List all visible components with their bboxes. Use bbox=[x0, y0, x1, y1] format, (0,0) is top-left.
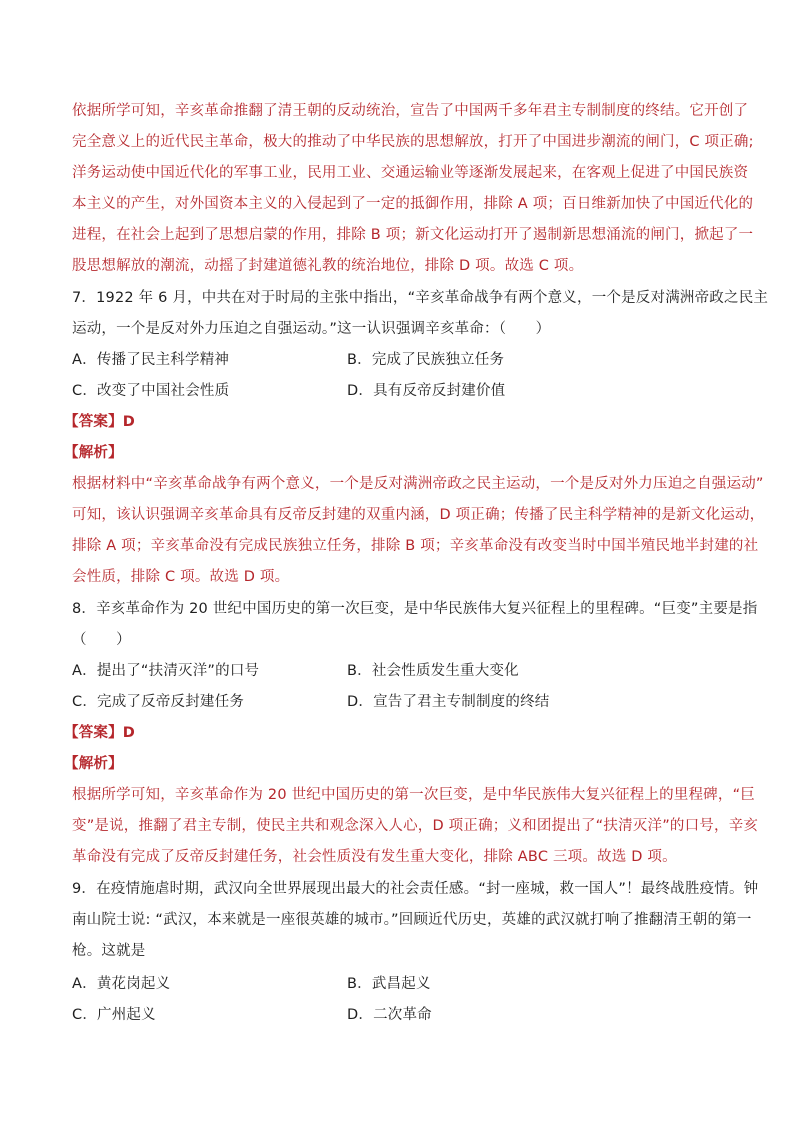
q8-option-c: C．完成了反帝反封建任务 bbox=[72, 694, 245, 710]
q7-option-c: C．改变了中国社会性质 bbox=[72, 383, 230, 399]
q8-analysis-line: 革命没有完成了反帝反封建任务，社会性质没有发生重大变化，排除 ABC 三项。故选 D 项。 bbox=[72, 849, 677, 865]
q9-stem-line: 枪。这就是 bbox=[72, 943, 146, 959]
q7-analysis-line: 排除 A 项；辛亥革命没有完成民族独立任务，排除 B 项；辛亥革命没有改变当时中国半殖民地半封建的社 bbox=[72, 538, 759, 554]
q8-answer: 【答案】D bbox=[64, 725, 136, 741]
q7-option-a: A．传播了民主科学精神 bbox=[72, 352, 230, 368]
q6-explanation-line: 完全意义上的近代民主革命，极大的推动了中华民族的思想解放，打开了中国进步潮流的闸门，C 项正确; bbox=[72, 134, 754, 150]
q7-analysis-line: 根据材料中“辛亥革命战争有两个意义，一个是反对满洲帝政之民主运动，一个是反对外力压迫之自强运动” bbox=[72, 476, 764, 492]
q7-analysis-line: 会性质，排除 C 项。故选 D 项。 bbox=[72, 569, 290, 585]
q9-stem-line: 9．在疫情施虐时期，武汉向全世界展现出最大的社会责任感。“封一座城，救一国人”！最终战胜疫情。钟 bbox=[72, 881, 759, 897]
q6-explanation-line: 进程，在社会上起到了思想启蒙的作用，排除 B 项；新文化运动打开了遏制新思想涌流的闸门，掀起了一 bbox=[72, 227, 754, 243]
q7-stem-line: 7．1922 年 6 月，中共在对于时局的主张中指出，“辛亥革命战争有两个意义，一个是反对满洲帝政之民主 bbox=[72, 290, 769, 306]
q6-explanation-line: 洋务运动使中国近代化的军事工业，民用工业、交通运输业等逐渐发展起来，在客观上促进了中国民族资 bbox=[72, 165, 749, 181]
q7-answer: 【答案】D bbox=[64, 414, 136, 430]
q9-option-c: C．广州起义 bbox=[72, 1007, 156, 1023]
q8-stem-line: 8．辛亥革命作为 20 世纪中国历史的第一次巨变，是中华民族伟大复兴征程上的里程碑。“巨变”主要是指 bbox=[72, 601, 758, 617]
q8-option-d: D．宣告了君主专制制度的终结 bbox=[347, 694, 550, 710]
q8-option-b: B．社会性质发生重大变化 bbox=[347, 663, 519, 679]
q6-explanation-line: 股思想解放的潮流，动摇了封建道德礼教的统治地位，排除 D 项。故选 C 项。 bbox=[72, 258, 584, 274]
q9-option-b: B．武昌起义 bbox=[347, 976, 431, 992]
q9-stem-line: 南山院士说: “武汉，本来就是一座很英雄的城市。”回顾近代历史，英雄的武汉就打响了推翻清王朝的第一 bbox=[72, 912, 752, 928]
q7-option-b: B．完成了民族独立任务 bbox=[347, 352, 505, 368]
q8-analysis-line: 变”是说，推翻了君主专制，使民主共和观念深入人心，D 项正确；义和团提出了“扶清灭洋”的口号，辛亥 bbox=[72, 818, 759, 834]
q7-stem-line: 运动，一个是反对外力压迫之自强运动。”这一认识强调辛亥革命：（ ） bbox=[72, 321, 551, 337]
q8-stem-line: （ ） bbox=[72, 632, 131, 648]
q7-option-d: D．具有反帝反封建价值 bbox=[347, 383, 506, 399]
q7-analysis-tag: 【解析】 bbox=[64, 445, 123, 461]
q6-explanation-line: 本主义的产生，对外国资本主义的入侵起到了一定的抵御作用，排除 A 项；百日维新加快了中国近代化的 bbox=[72, 196, 754, 212]
q9-option-a: A．黄花岗起义 bbox=[72, 976, 171, 992]
q8-analysis-tag: 【解析】 bbox=[64, 756, 123, 772]
q9-option-d: D．二次革命 bbox=[347, 1007, 432, 1023]
q8-option-a: A．提出了“扶清灭洋”的口号 bbox=[72, 663, 260, 679]
q6-explanation-line: 依据所学可知，辛亥革命推翻了清王朝的反动统治，宣告了中国两千多年君主专制制度的终结。它开创了 bbox=[72, 103, 749, 119]
q8-analysis-line: 根据所学可知，辛亥革命作为 20 世纪中国历史的第一次巨变，是中华民族伟大复兴征程上的里程碑，“巨 bbox=[72, 787, 755, 803]
q7-analysis-line: 可知，该认识强调辛亥革命具有反帝反封建的双重内涵，D 项正确；传播了民主科学精神的是新文化运动， bbox=[72, 507, 765, 523]
